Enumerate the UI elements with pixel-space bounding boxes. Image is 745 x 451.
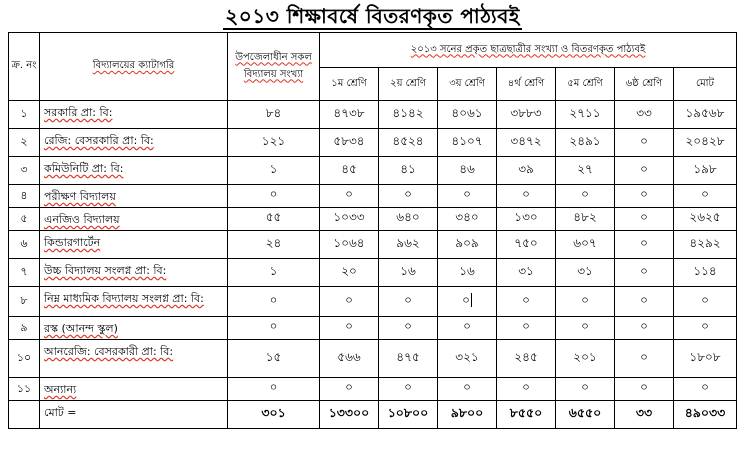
- header-total: মোট: [674, 68, 737, 101]
- row-category: এনজিও বিদ্যালয়: [40, 208, 228, 231]
- row-category: কিন্ডারগার্টেন: [40, 231, 228, 259]
- row-category: রেজি: বেসরকারি প্রা: বি:: [40, 129, 228, 157]
- row-total-cell: ০: [674, 287, 737, 317]
- row-grade-cell: ০: [379, 185, 438, 208]
- text-cursor: [471, 293, 472, 307]
- row-serial: ১: [9, 101, 40, 129]
- row-category: অন্যান্য: [40, 378, 228, 401]
- total-cell: ৪৯০৩৩: [674, 401, 737, 429]
- row-grade-cell: ৩১: [497, 259, 556, 287]
- header-school-count: উপজেলাধীন সকল বিদ্যালয় সংখ্যা: [228, 33, 320, 101]
- table-row: [9, 231, 737, 259]
- row-serial: ৭: [9, 259, 40, 287]
- row-total-cell: ০: [674, 185, 737, 208]
- row-school-count: ১: [228, 157, 320, 185]
- row-grade-cell: ২০: [320, 259, 379, 287]
- total-cell: ১০৮০০: [379, 401, 438, 429]
- row-school-count: ১৫: [228, 340, 320, 378]
- row-serial: ১১: [9, 378, 40, 401]
- row-serial: ৪: [9, 185, 40, 208]
- table-row: [9, 129, 737, 157]
- row-serial: ২: [9, 129, 40, 157]
- row-total-cell: ১৯৮: [674, 157, 737, 185]
- row-grade-cell: ১৬: [438, 259, 497, 287]
- row-grade-cell: ০: [320, 287, 379, 317]
- row-grade-cell: ৪১০৭: [438, 129, 497, 157]
- row-grade-cell: ০: [615, 259, 674, 287]
- header-grade-1: ১ম শ্রেণি: [320, 68, 379, 101]
- row-grade-cell: ৪১: [379, 157, 438, 185]
- row-school-count: ৫৫: [228, 208, 320, 231]
- row-serial: ৮: [9, 287, 40, 317]
- row-grade-cell: ৪৬: [438, 157, 497, 185]
- row-total-cell: ০: [674, 378, 737, 401]
- row-serial: ৩: [9, 157, 40, 185]
- row-total-cell: ২০৪২৮: [674, 129, 737, 157]
- row-grade-cell: ০: [556, 378, 615, 401]
- row-grade-cell: ০: [615, 157, 674, 185]
- row-grade-cell: ০: [438, 185, 497, 208]
- row-grade-cell: ০: [615, 317, 674, 340]
- header-grade-4: ৪র্থ শ্রেণি: [497, 68, 556, 101]
- row-grade-cell: ০: [615, 185, 674, 208]
- total-cell: ৬৫৫০: [556, 401, 615, 429]
- row-school-count: ৮৪: [228, 101, 320, 129]
- header-grade-2: ২য় শ্রেণি: [379, 68, 438, 101]
- row-grade-cell: ৪১৪২: [379, 101, 438, 129]
- row-school-count: ০: [228, 185, 320, 208]
- table-row: [9, 340, 737, 378]
- row-grade-cell: ০: [556, 185, 615, 208]
- row-grade-cell: ৬৪০: [379, 208, 438, 231]
- row-grade-cell: ৩২১: [438, 340, 497, 378]
- row-grade-cell: ৫৮৩৪: [320, 129, 379, 157]
- row-grade-cell: ০: [497, 378, 556, 401]
- row-grade-cell: ৩১: [556, 259, 615, 287]
- row-grade-cell: ০: [615, 378, 674, 401]
- row-serial: ৫: [9, 208, 40, 231]
- row-grade-cell: ৪৫: [320, 157, 379, 185]
- row-category: রস্ক (আনন্দ স্কুল): [40, 317, 228, 340]
- row-grade-cell: ৪০৬১: [438, 101, 497, 129]
- textbook-table: [8, 32, 737, 429]
- row-grade-cell: ৩৪৭২: [497, 129, 556, 157]
- row-grade-cell: ৩৮৮৩: [497, 101, 556, 129]
- row-school-count: ০: [228, 317, 320, 340]
- row-total-cell: ১১৪: [674, 259, 737, 287]
- row-serial: ১০: [9, 340, 40, 378]
- row-grade-cell: ০: [379, 317, 438, 340]
- row-school-count: ০: [228, 378, 320, 401]
- table-row: [9, 378, 737, 401]
- row-grade-cell: ০: [438, 287, 497, 317]
- total-cell: ৯৮০০: [438, 401, 497, 429]
- header-category: বিদ্যালয়ের ক্যাটাগরি: [40, 33, 228, 101]
- header-grade-5: ৫ম শ্রেণি: [556, 68, 615, 101]
- row-grade-cell: ০: [556, 317, 615, 340]
- table-row: [9, 259, 737, 287]
- table-row: [9, 101, 737, 129]
- row-school-count: ১: [228, 259, 320, 287]
- row-grade-cell: ০: [379, 287, 438, 317]
- row-category: নিম্ন মাধ্যমিক বিদ্যালয় সংলগ্ন প্রা: বি:: [40, 287, 228, 317]
- row-total-cell: ১৮০৮: [674, 340, 737, 378]
- row-grade-cell: ০: [438, 317, 497, 340]
- page-title: ২০১৩ শিক্ষাবর্ষে বিতরণকৃত পাঠ্যবই: [225, 4, 520, 28]
- row-grade-cell: ০: [320, 378, 379, 401]
- row-school-count: ০: [228, 287, 320, 317]
- row-grade-cell: ৩৪০: [438, 208, 497, 231]
- row-grade-cell: ০: [556, 287, 615, 317]
- row-grade-cell: ৯০৯: [438, 231, 497, 259]
- total-school-count: ৩০১: [228, 401, 320, 429]
- row-grade-cell: ০: [497, 317, 556, 340]
- row-grade-cell: ১৩০: [497, 208, 556, 231]
- row-grade-cell: ০: [320, 185, 379, 208]
- row-grade-cell: ০: [615, 129, 674, 157]
- row-grade-cell: ৬০৭: [556, 231, 615, 259]
- row-grade-cell: ০: [497, 185, 556, 208]
- row-grade-cell: ০: [320, 317, 379, 340]
- row-grade-cell: ২৭১১: [556, 101, 615, 129]
- row-grade-cell: ০: [438, 378, 497, 401]
- row-total-cell: ৪২৯২: [674, 231, 737, 259]
- row-grade-cell: ১৬: [379, 259, 438, 287]
- total-row: [9, 401, 737, 429]
- header-grade-6: ৬ষ্ঠ শ্রেণি: [615, 68, 674, 101]
- table-row: [9, 157, 737, 185]
- total-cell: ৮৫৫০: [497, 401, 556, 429]
- row-grade-cell: ০: [615, 208, 674, 231]
- table-row: [9, 317, 737, 340]
- row-total-cell: ২৬২৫: [674, 208, 737, 231]
- row-grade-cell: ০: [379, 378, 438, 401]
- row-grade-cell: ১০৩৩: [320, 208, 379, 231]
- row-category: সরকারি প্রা: বি:: [40, 101, 228, 129]
- table-row: [9, 208, 737, 231]
- row-school-count: ১২১: [228, 129, 320, 157]
- row-grade-cell: ১০৬৪: [320, 231, 379, 259]
- row-grade-cell: ৪৮২: [556, 208, 615, 231]
- row-grade-cell: ০: [497, 287, 556, 317]
- row-grade-cell: ২৪৫: [497, 340, 556, 378]
- row-grade-cell: ৩৩: [615, 101, 674, 129]
- row-grade-cell: ৪৫২৪: [379, 129, 438, 157]
- row-grade-cell: ৭৫০: [497, 231, 556, 259]
- header-serial: ক্র. নং: [9, 33, 40, 101]
- total-label: মোট =: [40, 401, 228, 429]
- total-cell: ১৩৩০০: [320, 401, 379, 429]
- row-grade-cell: ০: [615, 287, 674, 317]
- row-grade-cell: ৪৭৩৮: [320, 101, 379, 129]
- row-grade-cell: ০: [615, 231, 674, 259]
- row-serial: ৯: [9, 317, 40, 340]
- row-total-cell: ১৯৫৬৮: [674, 101, 737, 129]
- row-grade-cell: ৩৯: [497, 157, 556, 185]
- table-row: [9, 185, 737, 208]
- header-group: ২০১৩ সনের প্রকৃত ছাত্রছাত্রীর সংখ্যা ও বিতরণকৃত পাঠ্যবই: [320, 33, 737, 68]
- row-total-cell: ০: [674, 317, 737, 340]
- row-category: উচ্চ বিদ্যালয় সংলগ্ন প্রা: বি:: [40, 259, 228, 287]
- row-grade-cell: ২৭: [556, 157, 615, 185]
- row-serial: ৬: [9, 231, 40, 259]
- row-grade-cell: ২০১: [556, 340, 615, 378]
- row-grade-cell: ৪৭৫: [379, 340, 438, 378]
- header-grade-3: ৩য় শ্রেণি: [438, 68, 497, 101]
- row-category: কমিউনিটি প্রা: বি:: [40, 157, 228, 185]
- total-cell: ৩৩: [615, 401, 674, 429]
- row-grade-cell: ৯৬২: [379, 231, 438, 259]
- row-grade-cell: ২৪৯১: [556, 129, 615, 157]
- row-category: পরীক্ষণ বিদ্যালয়: [40, 185, 228, 208]
- row-category: আনরেজি: বেসরকারী প্রা: বি:: [40, 340, 228, 378]
- table-row: [9, 287, 737, 317]
- row-school-count: ২৪: [228, 231, 320, 259]
- row-grade-cell: ০: [615, 340, 674, 378]
- row-grade-cell: ৫৬৬: [320, 340, 379, 378]
